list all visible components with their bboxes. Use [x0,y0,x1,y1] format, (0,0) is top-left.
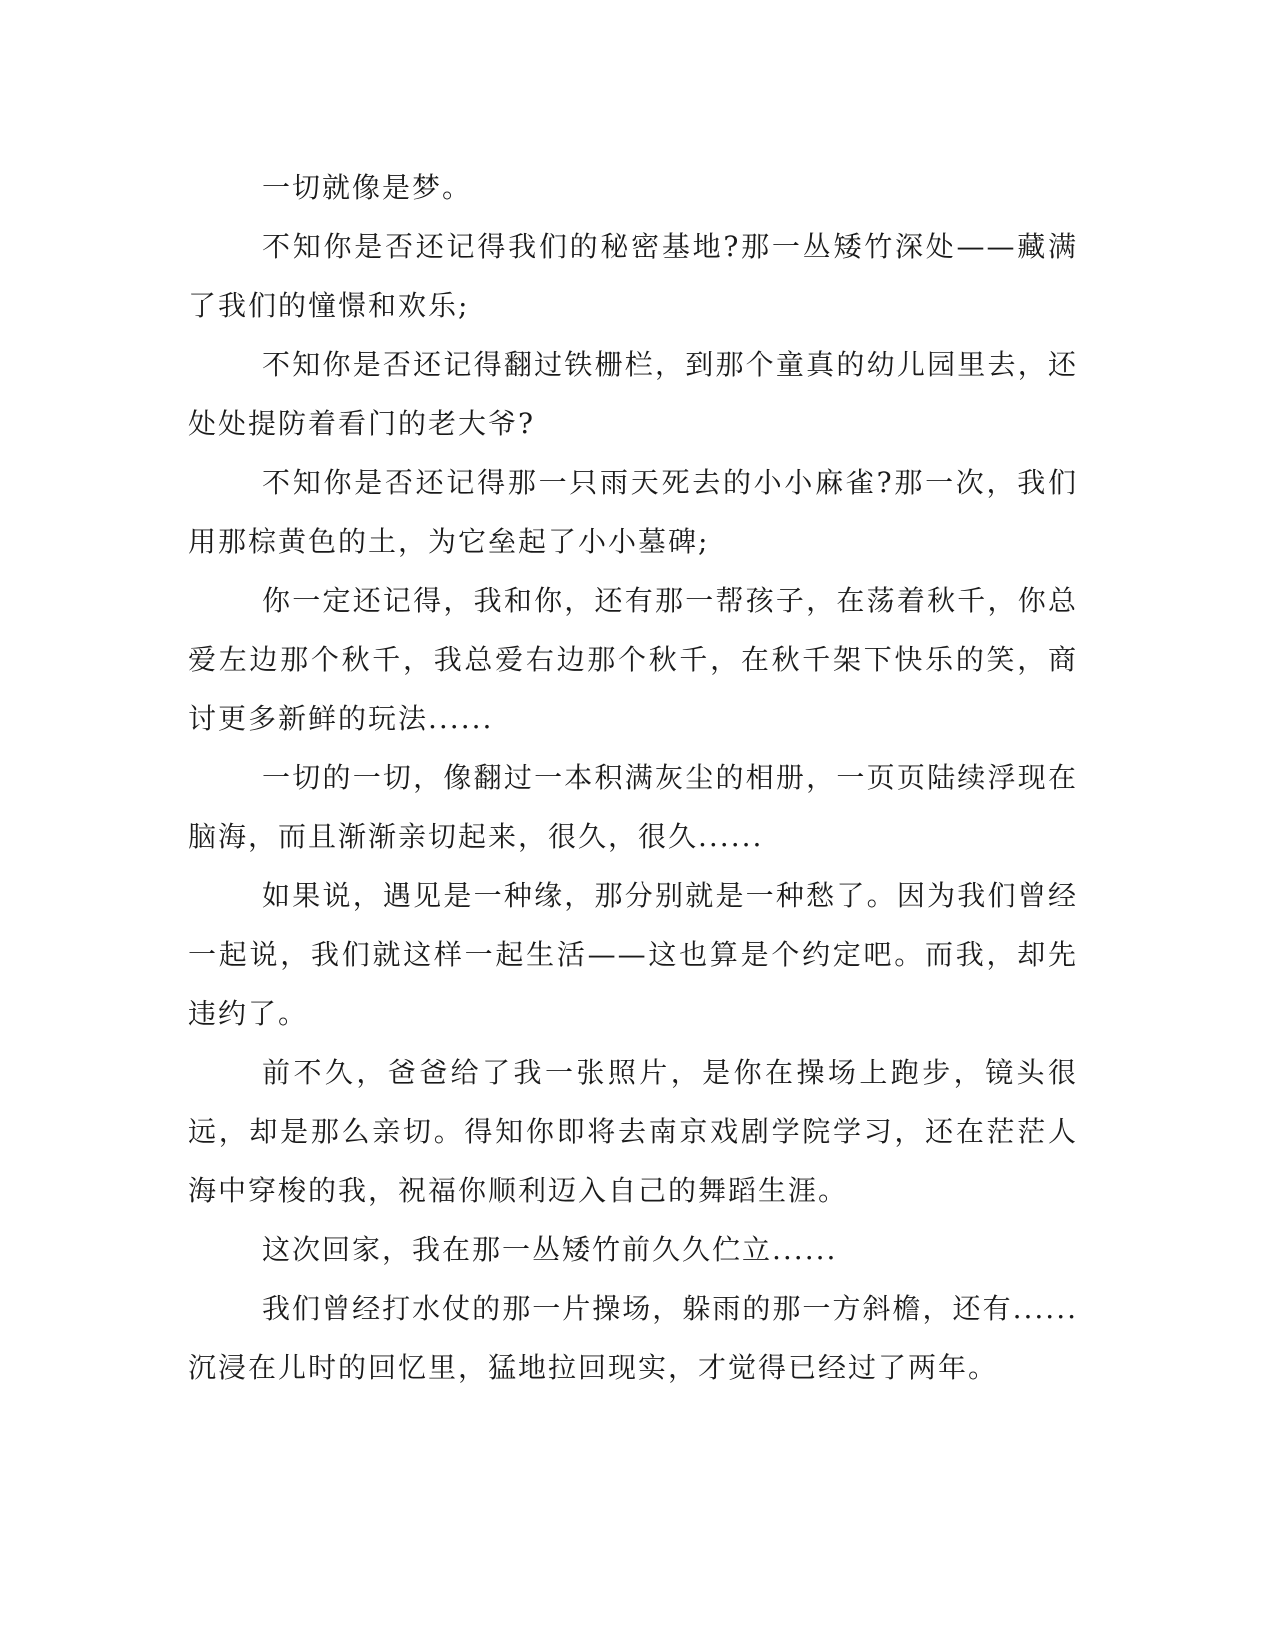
paragraph: 前不久，爸爸给了我一张照片，是你在操场上跑步，镜头很远，却是那么亲切。得知你即将去南京戏剧学院学习，还在茫茫人海中穿梭的我，祝福你顺利迈入自己的舞蹈生涯。 [188,1056,1078,1207]
paragraph: 你一定还记得，我和你，还有那一帮孩子，在荡着秋千，你总爱左边那个秋千，我总爱右边那个秋千，在秋千架下快乐的笑，商讨更多新鲜的玩法...... [188,584,1078,735]
paragraph: 我们曾经打水仗的那一片操场，躲雨的那一方斜檐，还有......沉浸在儿时的回忆里，猛地拉回现实，才觉得已经过了两年。 [188,1292,1078,1384]
paragraph: 这次回家，我在那一丛矮竹前久久伫立...... [262,1233,838,1266]
paragraph: 不知你是否还记得那一只雨天死去的小小麻雀?那一次，我们用那棕黄色的土，为它垒起了小小墓碑; [188,466,1078,558]
paragraph: 一切就像是梦。 [262,171,473,204]
paragraph: 一切的一切，像翻过一本积满灰尘的相册，一页页陆续浮现在脑海，而且渐渐亲切起来，很久，很久...... [188,761,1078,853]
document-body [188,158,1078,1397]
paragraph: 不知你是否还记得我们的秘密基地?那一丛矮竹深处——藏满了我们的憧憬和欢乐; [188,230,1078,322]
paragraph: 如果说，遇见是一种缘，那分别就是一种愁了。因为我们曾经一起说，我们就这样一起生活——这也算是个约定吧。而我，却先违约了。 [188,879,1078,1030]
paragraph: 不知你是否还记得翻过铁栅栏，到那个童真的幼儿园里去，还处处提防着看门的老大爷? [188,348,1078,440]
